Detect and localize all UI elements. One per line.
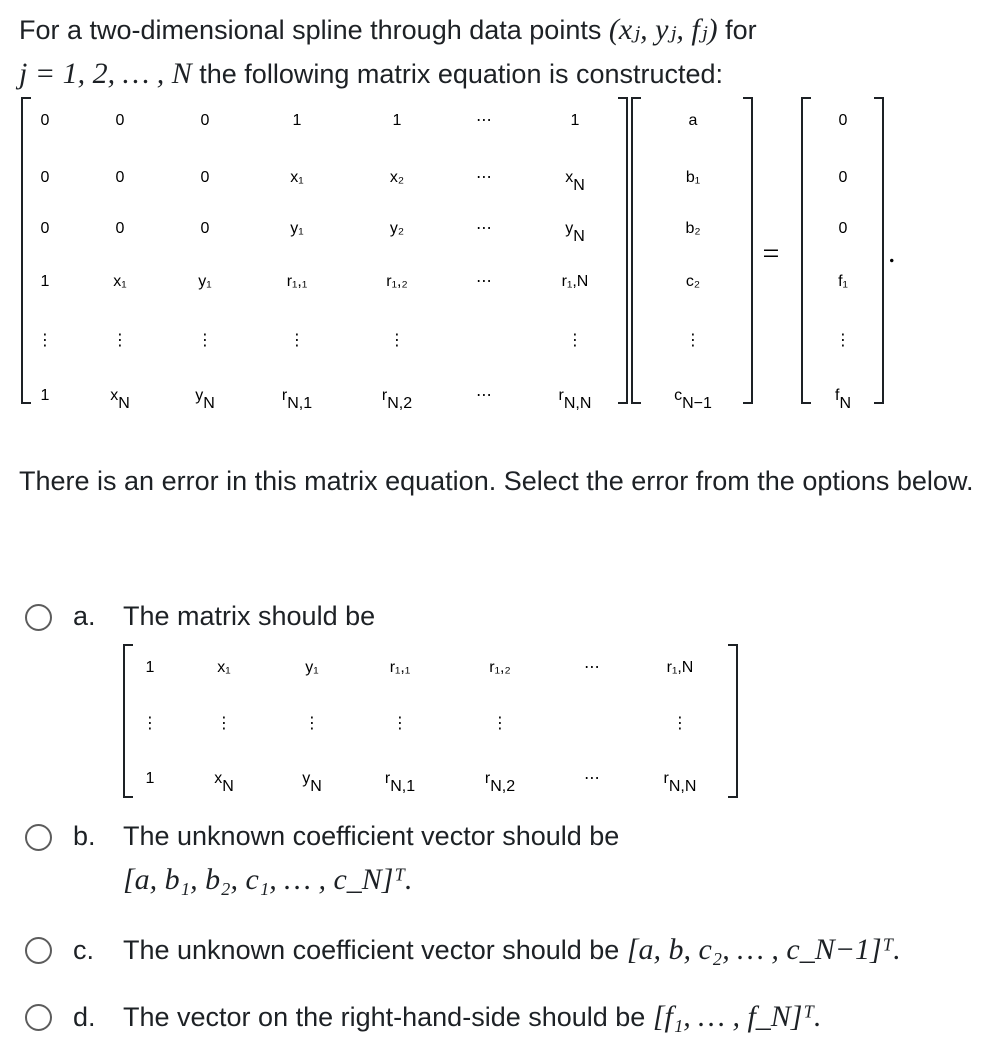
matrix-cell-r3-c5: y₂ xyxy=(389,220,405,237)
matrix-cell-r1-c2: 0 xyxy=(115,112,125,129)
option-a-cell-r3-c4: rN,1 xyxy=(384,770,416,795)
matrix-cell-r3-c4: y₁ xyxy=(290,220,304,237)
option-c-line xyxy=(123,934,901,966)
unknown-vector-left-bracket xyxy=(632,98,641,403)
matrix-cell-r4-c4: r₁,₁ xyxy=(286,273,308,290)
rhs-vector-entry-6: fN xyxy=(834,387,852,412)
unknown-vector-entry-1: a xyxy=(688,112,698,129)
rhs-vector-entry-1: 0 xyxy=(838,112,848,129)
intro-text-2: for xyxy=(717,15,757,45)
matrix-cell-r1-c1: 0 xyxy=(40,112,50,129)
option-a-matrix-right-bracket xyxy=(728,645,737,797)
matrix-left-bracket xyxy=(22,98,31,403)
option-a-cell-r2-c1: ⋮ xyxy=(142,715,158,732)
rhs-vector-entry-4: f₁ xyxy=(838,273,848,290)
matrix-right-bracket xyxy=(618,98,627,403)
matrix-cell-r6-c7: rN,N xyxy=(558,387,592,412)
matrix-cell-r5-c5: ⋮ xyxy=(389,332,405,349)
option-c-text: The unknown coefficient vector should be xyxy=(123,935,627,965)
option-c-radio[interactable] xyxy=(25,937,52,964)
intro-paragraph xyxy=(19,8,979,96)
matrix-cell-r6-c4: rN,1 xyxy=(281,387,313,412)
matrix-cell-r3-c1: 0 xyxy=(40,220,50,237)
matrix-cell-r5-c3: ⋮ xyxy=(197,332,213,349)
option-a-cell-r1-c1: 1 xyxy=(145,659,155,676)
rhs-vector-right-bracket xyxy=(874,98,883,403)
option-d-text: The vector on the right-hand-side should be xyxy=(123,1002,653,1032)
option-d-line xyxy=(123,1001,822,1033)
option-a-letter: a. xyxy=(73,601,96,631)
matrix-cell-r6-c6: ⋯ xyxy=(476,387,492,404)
matrix-cell-r4-c1: 1 xyxy=(40,273,50,290)
option-d-math: [f₁, … , f_N]ᵀ. xyxy=(652,1000,822,1033)
option-b[interactable] xyxy=(25,820,965,905)
rhs-vector-left-bracket xyxy=(802,98,811,403)
intro-text-3: the following matrix equation is constructed: xyxy=(191,59,724,89)
matrix-cell-r1-c7: 1 xyxy=(570,112,580,129)
option-d-radio[interactable] xyxy=(25,1004,52,1031)
matrix-cell-r5-c7: ⋮ xyxy=(567,332,583,349)
option-a-cell-r1-c2: x₁ xyxy=(217,659,231,676)
option-a-cell-r3-c1: 1 xyxy=(145,770,155,787)
rhs-vector-entry-3: 0 xyxy=(838,220,848,237)
matrix-cell-r2-c2: 0 xyxy=(115,169,125,186)
option-a-cell-r3-c6: ⋯ xyxy=(584,770,600,787)
rhs-vector xyxy=(835,112,851,412)
option-a-text: The matrix should be xyxy=(123,601,376,631)
matrix-cell-r5-c2: ⋮ xyxy=(112,332,128,349)
option-a-cell-r3-c3: yN xyxy=(302,770,322,795)
matrix-cell-r4-c5: r₁,₂ xyxy=(386,273,408,290)
option-c-math: [a, b, c₂, … , c_N−1]ᵀ. xyxy=(626,933,901,966)
intro-text-1: For a two-dimensional spline through data points xyxy=(19,15,609,45)
unknown-vector-entry-5: ⋮ xyxy=(685,332,701,349)
matrix-cell-r4-c7: r₁,N xyxy=(561,273,589,290)
matrix-equation xyxy=(0,90,1000,420)
matrix-cell-r4-c6: ⋯ xyxy=(476,273,492,290)
option-a-cell-r2-c5: ⋮ xyxy=(492,715,508,732)
matrix-cell-r2-c1: 0 xyxy=(40,169,50,186)
matrix-cell-r4-c3: y₁ xyxy=(198,273,212,290)
matrix-cell-r2-c7: xN xyxy=(565,169,585,194)
option-a-matrix-left-bracket xyxy=(124,645,133,797)
option-a-matrix xyxy=(0,640,1000,805)
range-math: j = 1, 2, … , N xyxy=(19,57,192,90)
option-a-cell-r1-c5: r₁,₂ xyxy=(489,659,511,676)
matrix-cell-r5-c1: ⋮ xyxy=(37,332,53,349)
points-math: (xⱼ, yⱼ, fⱼ) xyxy=(608,13,718,46)
matrix-cell-r2-c4: x₁ xyxy=(290,169,304,186)
matrix-cell-r6-c3: yN xyxy=(195,387,215,412)
matrix-cell-r3-c3: 0 xyxy=(200,220,210,237)
option-c-letter: c. xyxy=(73,935,95,965)
matrix-cell-r6-c5: rN,2 xyxy=(381,387,413,412)
option-a-cell-r2-c7: ⋮ xyxy=(672,715,688,732)
matrix-cell-r4-c2: x₁ xyxy=(113,273,127,290)
unknown-vector-right-bracket xyxy=(743,98,752,403)
option-a-cell-r1-c4: r₁,₁ xyxy=(389,659,411,676)
equation-period: . xyxy=(888,236,896,269)
matrix-cell-r1-c4: 1 xyxy=(292,112,302,129)
coefficient-matrix xyxy=(37,112,591,412)
matrix-cell-r1-c6: ⋯ xyxy=(476,112,492,129)
option-a-cell-r1-c7: r₁,N xyxy=(666,659,694,676)
unknown-vector-entry-3: b₂ xyxy=(685,220,701,237)
option-b-math: [a, b₁, b₂, c₁, … , c_N]ᵀ. xyxy=(123,863,413,896)
matrix-cell-r3-c7: yN xyxy=(565,220,585,245)
option-a-cell-r1-c6: ⋯ xyxy=(584,659,600,676)
option-a-cell-r1-c3: y₁ xyxy=(305,659,319,676)
matrix-cell-r3-c6: ⋯ xyxy=(476,220,492,237)
option-c[interactable] xyxy=(25,934,975,970)
matrix-cell-r3-c2: 0 xyxy=(115,220,125,237)
option-d-letter: d. xyxy=(73,1002,96,1032)
option-d[interactable] xyxy=(25,1001,965,1037)
matrix-cell-r2-c5: x₂ xyxy=(389,169,405,186)
option-a-matrix-cells xyxy=(142,659,696,795)
option-a-radio[interactable] xyxy=(25,604,52,631)
option-a-cell-r3-c2: xN xyxy=(214,770,234,795)
option-b-text: The unknown coefficient vector should be xyxy=(123,821,620,851)
option-b-letter: b. xyxy=(73,821,96,851)
question-text: There is an error in this matrix equation. Select the error from the options below. xyxy=(19,466,974,496)
matrix-cell-r1-c5: 1 xyxy=(392,112,402,129)
equals-sign: = xyxy=(762,237,780,270)
matrix-cell-r1-c3: 0 xyxy=(200,112,210,129)
option-a-cell-r3-c7: rN,N xyxy=(663,770,697,795)
rhs-vector-entry-5: ⋮ xyxy=(835,332,851,349)
unknown-vector-entry-4: c₂ xyxy=(685,273,701,290)
option-a-cell-r2-c4: ⋮ xyxy=(392,715,408,732)
option-a-cell-r2-c3: ⋮ xyxy=(304,715,320,732)
unknown-vector-entry-6: cN−1 xyxy=(674,387,712,412)
unknown-vector xyxy=(674,112,712,412)
matrix-cell-r2-c3: 0 xyxy=(200,169,210,186)
option-a-cell-r3-c5: rN,2 xyxy=(484,770,516,795)
unknown-vector-entry-2: b₁ xyxy=(685,169,701,186)
matrix-cell-r6-c2: xN xyxy=(110,387,130,412)
matrix-cell-r5-c4: ⋮ xyxy=(289,332,305,349)
option-a-cell-r2-c2: ⋮ xyxy=(216,715,232,732)
rhs-vector-entry-2: 0 xyxy=(838,169,848,186)
option-b-radio[interactable] xyxy=(25,824,52,851)
matrix-cell-r6-c1: 1 xyxy=(40,387,50,404)
matrix-cell-r2-c6: ⋯ xyxy=(476,169,492,186)
